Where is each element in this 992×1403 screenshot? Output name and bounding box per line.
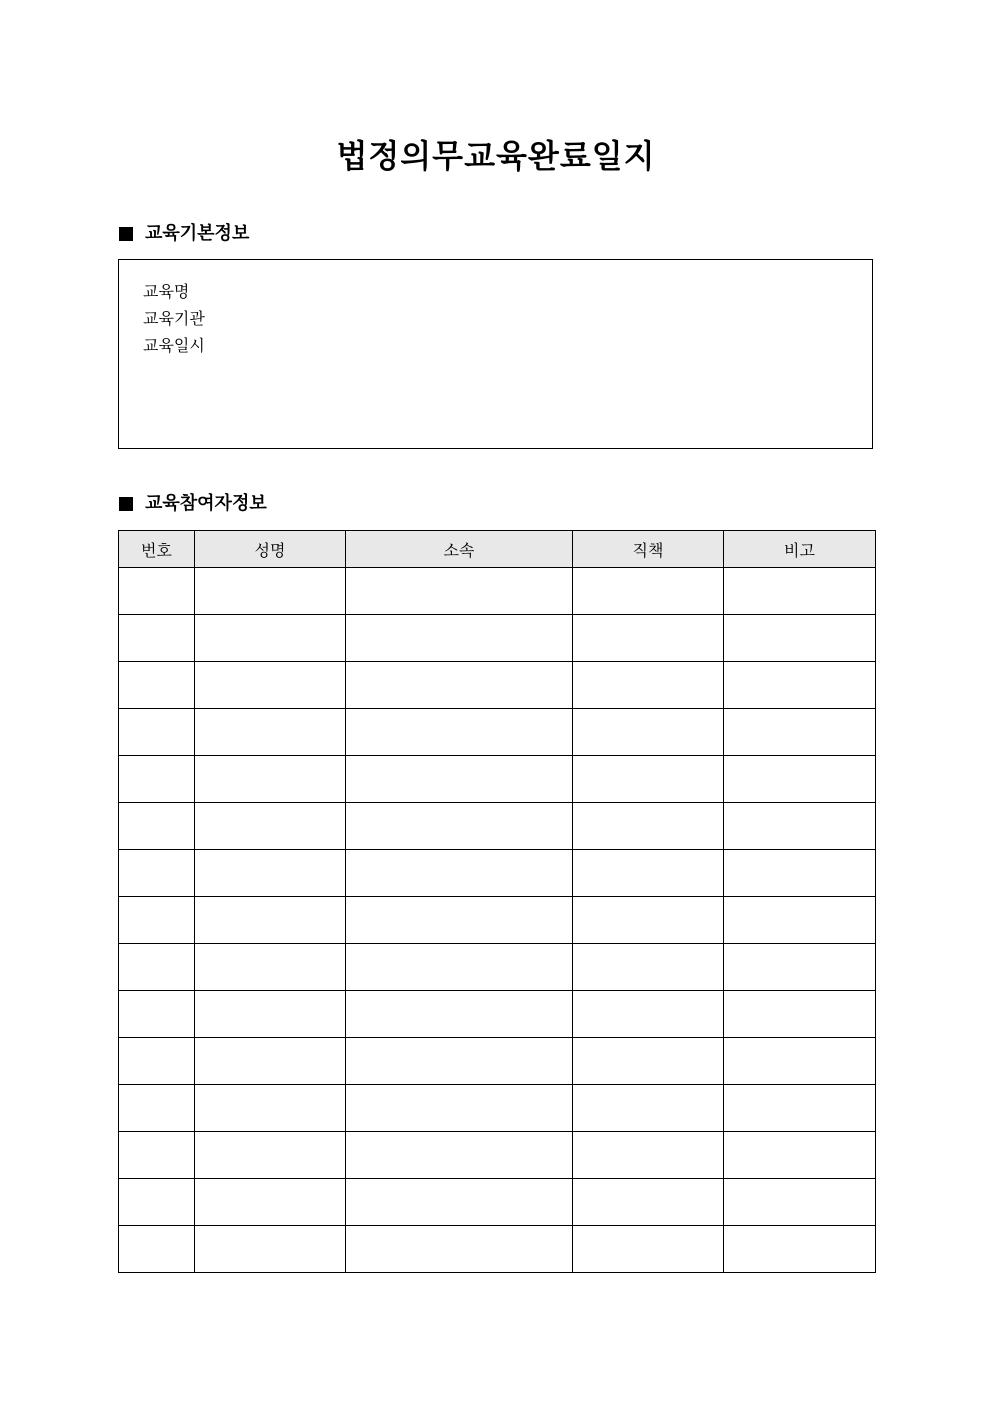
cell-name[interactable] — [195, 1085, 346, 1132]
table-row — [119, 1132, 876, 1179]
participants-table-body — [119, 568, 876, 1273]
cell-number[interactable] — [119, 1038, 195, 1085]
cell-name[interactable] — [195, 662, 346, 709]
cell-affiliation[interactable] — [346, 568, 573, 615]
field-label-education-datetime: 교육일시 — [143, 336, 205, 355]
cell-affiliation[interactable] — [346, 1226, 573, 1273]
cell-affiliation[interactable] — [346, 944, 573, 991]
cell-name[interactable] — [195, 1132, 346, 1179]
cell-remarks[interactable] — [724, 568, 876, 615]
column-header-remarks: 비고 — [724, 531, 876, 568]
cell-remarks[interactable] — [724, 662, 876, 709]
cell-number[interactable] — [119, 1226, 195, 1273]
cell-remarks[interactable] — [724, 850, 876, 897]
cell-remarks[interactable] — [724, 944, 876, 991]
cell-remarks[interactable] — [724, 709, 876, 756]
table-row — [119, 897, 876, 944]
cell-name[interactable] — [195, 1038, 346, 1085]
table-row — [119, 991, 876, 1038]
field-label-education-name: 교육명 — [143, 282, 190, 301]
table-header-row — [119, 531, 876, 568]
black-square-icon — [119, 497, 133, 511]
cell-position[interactable] — [573, 1085, 724, 1132]
cell-position[interactable] — [573, 756, 724, 803]
cell-position[interactable] — [573, 709, 724, 756]
cell-name[interactable] — [195, 568, 346, 615]
cell-number[interactable] — [119, 756, 195, 803]
cell-remarks[interactable] — [724, 1085, 876, 1132]
cell-affiliation[interactable] — [346, 897, 573, 944]
cell-remarks[interactable] — [724, 1226, 876, 1273]
cell-position[interactable] — [573, 803, 724, 850]
cell-position[interactable] — [573, 897, 724, 944]
cell-affiliation[interactable] — [346, 1085, 573, 1132]
table-row — [119, 1179, 876, 1226]
cell-remarks[interactable] — [724, 991, 876, 1038]
cell-number[interactable] — [119, 1085, 195, 1132]
cell-position[interactable] — [573, 1226, 724, 1273]
cell-remarks[interactable] — [724, 615, 876, 662]
cell-remarks[interactable] — [724, 803, 876, 850]
cell-number[interactable] — [119, 1179, 195, 1226]
table-row — [119, 662, 876, 709]
cell-position[interactable] — [573, 944, 724, 991]
cell-remarks[interactable] — [724, 1038, 876, 1085]
cell-position[interactable] — [573, 615, 724, 662]
field-label-education-institution: 교육기관 — [143, 309, 205, 328]
cell-affiliation[interactable] — [346, 1132, 573, 1179]
column-header-name: 성명 — [195, 531, 346, 568]
cell-name[interactable] — [195, 615, 346, 662]
table-row — [119, 1226, 876, 1273]
cell-remarks[interactable] — [724, 1179, 876, 1226]
table-row — [119, 944, 876, 991]
cell-affiliation[interactable] — [346, 1038, 573, 1085]
cell-name[interactable] — [195, 897, 346, 944]
cell-position[interactable] — [573, 568, 724, 615]
table-row — [119, 1038, 876, 1085]
cell-affiliation[interactable] — [346, 850, 573, 897]
black-square-icon — [119, 227, 133, 241]
cell-number[interactable] — [119, 568, 195, 615]
column-header-affiliation: 소속 — [346, 531, 573, 568]
page-title: 법정의무교육완료일지 — [336, 137, 656, 175]
cell-affiliation[interactable] — [346, 803, 573, 850]
cell-number[interactable] — [119, 615, 195, 662]
section-heading-label: 교육참여자정보 — [145, 493, 267, 514]
basic-info-box — [118, 259, 873, 449]
table-row — [119, 709, 876, 756]
cell-number[interactable] — [119, 803, 195, 850]
cell-position[interactable] — [573, 850, 724, 897]
cell-name[interactable] — [195, 803, 346, 850]
cell-affiliation[interactable] — [346, 991, 573, 1038]
participants-table — [118, 530, 876, 1273]
cell-name[interactable] — [195, 850, 346, 897]
cell-number[interactable] — [119, 850, 195, 897]
table-row — [119, 756, 876, 803]
cell-name[interactable] — [195, 991, 346, 1038]
cell-name[interactable] — [195, 756, 346, 803]
cell-name[interactable] — [195, 1226, 346, 1273]
cell-name[interactable] — [195, 944, 346, 991]
section-heading-label: 교육기본정보 — [145, 223, 250, 244]
cell-affiliation[interactable] — [346, 1179, 573, 1226]
cell-number[interactable] — [119, 991, 195, 1038]
cell-number[interactable] — [119, 1132, 195, 1179]
cell-number[interactable] — [119, 709, 195, 756]
cell-position[interactable] — [573, 1132, 724, 1179]
cell-affiliation[interactable] — [346, 756, 573, 803]
cell-number[interactable] — [119, 662, 195, 709]
cell-remarks[interactable] — [724, 1132, 876, 1179]
cell-position[interactable] — [573, 1179, 724, 1226]
table-row — [119, 568, 876, 615]
cell-name[interactable] — [195, 1179, 346, 1226]
section-heading-participant-info — [119, 492, 267, 516]
cell-position[interactable] — [573, 991, 724, 1038]
table-row — [119, 803, 876, 850]
table-row — [119, 1085, 876, 1132]
cell-number[interactable] — [119, 897, 195, 944]
column-header-position: 직책 — [573, 531, 724, 568]
table-row — [119, 850, 876, 897]
cell-number[interactable] — [119, 944, 195, 991]
cell-affiliation[interactable] — [346, 662, 573, 709]
cell-name[interactable] — [195, 709, 346, 756]
cell-affiliation[interactable] — [346, 709, 573, 756]
cell-affiliation[interactable] — [346, 615, 573, 662]
cell-remarks[interactable] — [724, 756, 876, 803]
table-row — [119, 615, 876, 662]
section-heading-basic-info — [119, 222, 249, 246]
column-header-number: 번호 — [119, 531, 195, 568]
cell-position[interactable] — [573, 662, 724, 709]
cell-position[interactable] — [573, 1038, 724, 1085]
cell-remarks[interactable] — [724, 897, 876, 944]
